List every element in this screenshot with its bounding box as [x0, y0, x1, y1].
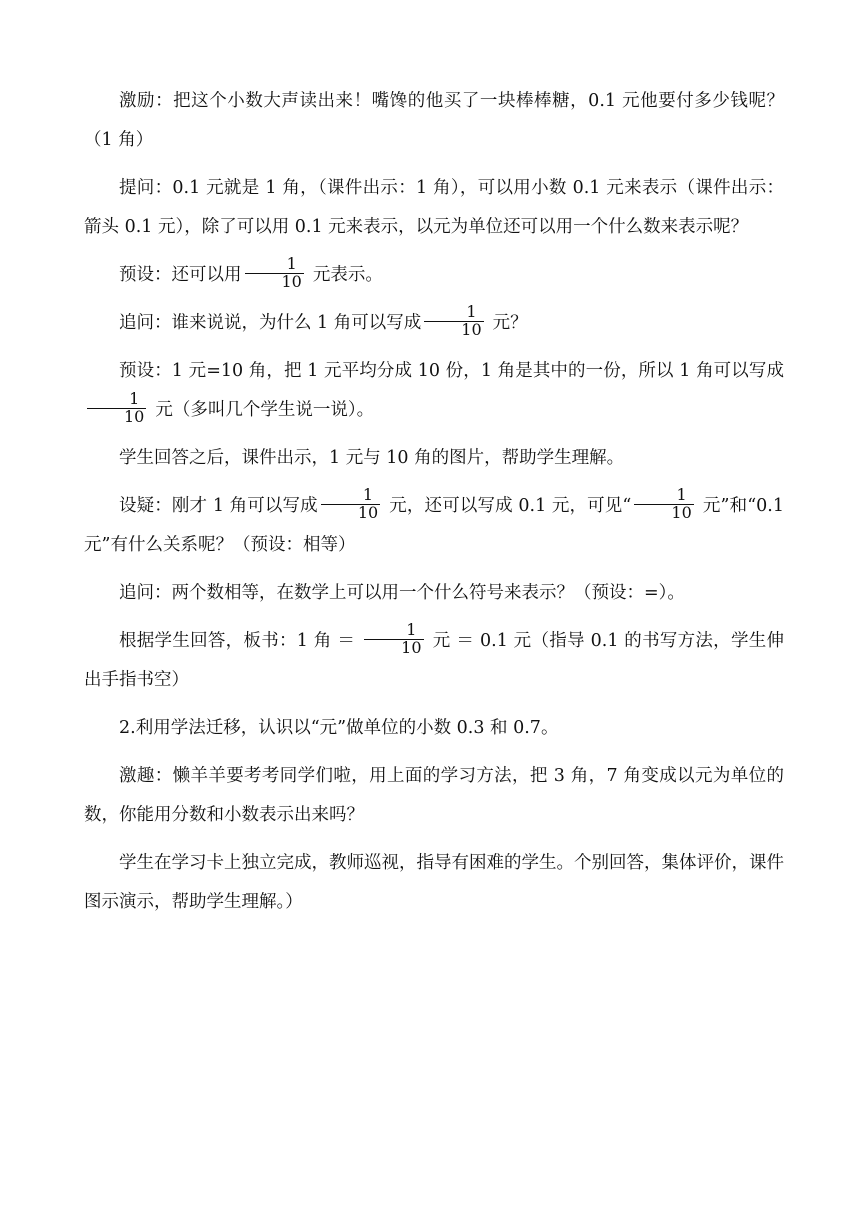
fraction-one-tenth [321, 487, 380, 522]
fraction-one-tenth [634, 487, 693, 522]
fraction-one-tenth [364, 622, 423, 657]
document-page [84, 82, 784, 931]
fraction-denominator: 10 [364, 639, 423, 657]
paragraph-10: 2.利用学法迁移，认识以“元”做单位的小数 0.3 和 0.7。 [119, 718, 559, 738]
fraction-numerator: 1 [676, 485, 687, 505]
fraction-one-tenth [245, 256, 304, 291]
fraction-numerator: 1 [286, 254, 297, 274]
paragraph-5-text-a: 预设：1 元=10 角，把 1 元平均分成 10 份，1 角是其中的一份，所以 1 角可以写成 [119, 361, 784, 381]
paragraph-9 [84, 622, 784, 700]
paragraph-7-text-a: 设疑：刚才 1 角可以写成 [119, 496, 318, 516]
paragraph-1: 激励：把这个小数大声读出来！嘴馋的他买了一块棒棒糖，0.1 元他要付多少钱呢？（1 角） [84, 91, 784, 150]
paragraph-5-text-b: 元（多叫几个学生说一说）。 [155, 400, 375, 420]
paragraph-7-text-b: 元，还可以写成 0.1 元，可见“ [389, 496, 632, 516]
paragraph-9-text-a: 根据学生回答，板书：1 角 ＝ [119, 631, 356, 651]
fraction-numerator: 1 [466, 302, 477, 322]
paragraph-3-text-b: 元表示。 [312, 265, 383, 285]
paragraph-5 [84, 352, 784, 430]
paragraph-4-text-b: 元？ [492, 313, 528, 333]
fraction-denominator: 10 [321, 504, 380, 522]
paragraph-3-text-a: 预设：还可以用 [119, 265, 242, 285]
paragraph-12: 学生在学习卡上独立完成，教师巡视，指导有困难的学生。个别回答，集体评价，课件图示演示，帮助学生理解。） [84, 853, 784, 912]
fraction-denominator: 10 [87, 408, 146, 426]
paragraph-4-text-a: 追问：谁来说说，为什么 1 角可以写成 [119, 313, 422, 333]
fraction-numerator: 1 [406, 620, 417, 640]
fraction-denominator: 10 [424, 321, 483, 339]
fraction-numerator: 1 [362, 485, 374, 505]
paragraph-4 [84, 304, 784, 343]
fraction-denominator: 10 [634, 504, 693, 522]
fraction-one-tenth [87, 391, 146, 426]
fraction-one-tenth [424, 304, 483, 339]
paragraph-8: 追问：两个数相等，在数学上可以用一个什么符号来表示？（预设：=）。 [119, 583, 685, 603]
paragraph-7 [84, 487, 784, 565]
paragraph-2: 提问：0.1 元就是 1 角，（课件出示：1 角），可以用小数 0.1 元来表示（课件出示：箭头 0.1 元），除了可以用 0.1 元来表示，以元为单位还可以用一个什么数来表示呢？ [84, 178, 784, 237]
paragraph-7-text-c: 元”和“0.1 元”有什么关系呢？（预设：相等） [84, 496, 784, 555]
fraction-denominator: 10 [245, 273, 304, 291]
paragraph-6: 学生回答之后，课件出示，1 元与 10 角的图片，帮助学生理解。 [119, 448, 625, 468]
fraction-numerator: 1 [129, 389, 140, 409]
paragraph-9-text-b: 元 ＝ 0.1 元（指导 0.1 的书写方法，学生伸出手指书空） [84, 631, 784, 690]
paragraph-3 [84, 256, 784, 295]
paragraph-11: 激趣：懒羊羊要考考同学们啦，用上面的学习方法，把 3 角，7 角变成以元为单位的数，你能用分数和小数表示出来吗？ [84, 766, 784, 825]
